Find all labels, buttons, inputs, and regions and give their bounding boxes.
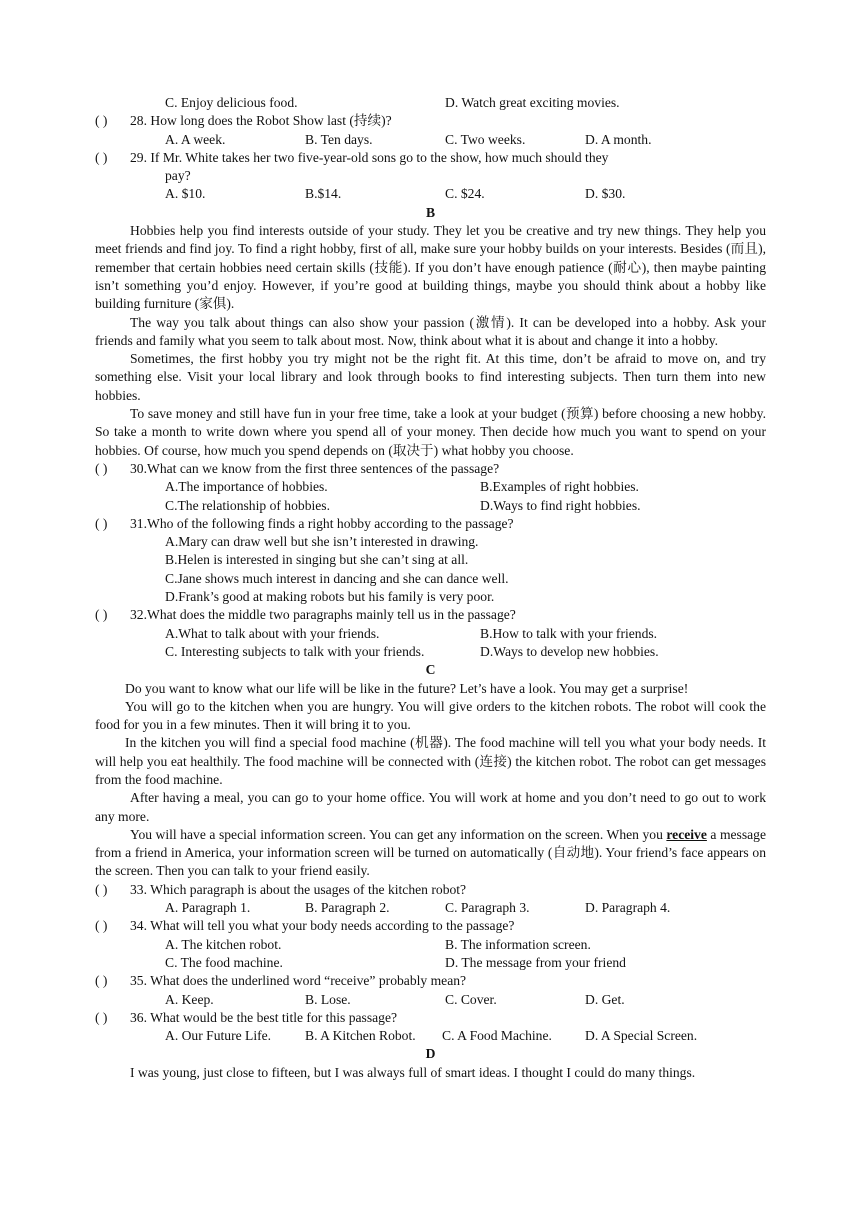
q35-options	[95, 991, 766, 1009]
option-d: D.Ways to develop new hobbies.	[480, 643, 659, 659]
q34-options-row2	[95, 954, 766, 972]
option-a: A. Keep.	[165, 991, 214, 1007]
section-b-heading: B	[425, 204, 436, 220]
option-c: C.Jane shows much interest in dancing and she can dance well.	[165, 570, 509, 586]
option-b: B. The information screen.	[445, 936, 591, 952]
exam-page	[95, 94, 766, 1082]
paragraph-text: a message from a friend in America, your information screen will be turned on automatically (自动地). Your friend’s face appears on the screen. Then you can talk to your friend easily.	[95, 826, 767, 879]
option-a: A.Mary can draw well but she isn’t interested in drawing.	[165, 534, 479, 550]
question-28	[95, 112, 766, 130]
passage-c-paragraph-4: After having a meal, you can go to your home office. You will work at home and you don’t need to go out to work any more.	[95, 790, 766, 824]
option-d: D.Frank’s good at making robots but his family is very poor.	[165, 589, 495, 605]
option-c: C. Enjoy delicious food.	[165, 95, 298, 110]
question-text: 30.What can we know from the first three sentences of the passage?	[130, 460, 500, 476]
option-d: D. Paragraph 4.	[585, 900, 671, 916]
option-d: D. A Special Screen.	[585, 1028, 698, 1044]
option-b: B.$14.	[305, 186, 342, 202]
option-a: A. Our Future Life.	[165, 1028, 272, 1044]
option-a: A. Paragraph 1.	[165, 900, 251, 916]
option-d: D.Ways to find right hobbies.	[480, 497, 641, 513]
option-b: B.Examples of right hobbies.	[480, 479, 639, 495]
question-text: 35. What does the underlined word “receive” probably mean?	[130, 973, 467, 989]
question-32	[95, 606, 766, 624]
question-text-cont: pay?	[165, 168, 191, 184]
answer-blank: ( )	[95, 460, 108, 476]
option-c: C. $24.	[445, 186, 485, 202]
question-36	[95, 1009, 766, 1027]
q32-options-row2	[95, 643, 766, 661]
question-33	[95, 881, 766, 899]
answer-blank: ( )	[95, 973, 108, 989]
passage-b-paragraph-2: The way you talk about things can also show your passion (激情). It can be developed into a hobby. Ask your friends and family what you seem to talk about most. Now, think about what it is about and change it into a hobby.	[95, 314, 766, 348]
question-text: 29. If Mr. White takes her two five-year-old sons go to the show, how much should they	[130, 149, 609, 165]
option-c: C. Two weeks.	[445, 131, 526, 147]
passage-b-paragraph-4: To save money and still have fun in your free time, take a look at your budget (预算) before choosing a new hobby. So take a month to write down where you spend all of your money. Then decide how much you want to spend on your hobbies. Of course, how much you spend depends on (取决于) what hobby you choose.	[95, 406, 766, 458]
q30-options-row2	[95, 497, 766, 515]
answer-blank: ( )	[95, 881, 108, 897]
question-text: 31.Who of the following finds a right hobby according to the passage?	[130, 515, 514, 531]
q32-options-row1	[95, 625, 766, 643]
option-b: B.How to talk with your friends.	[480, 625, 658, 641]
section-c-heading: C	[425, 662, 436, 678]
option-d: D. Watch great exciting movies.	[445, 95, 620, 110]
q33-options	[95, 899, 766, 917]
option-c: C. Interesting subjects to talk with your friends.	[165, 643, 425, 659]
question-31	[95, 515, 766, 533]
option-b: B. Lose.	[305, 991, 351, 1007]
option-d: D. The message from your friend	[445, 954, 626, 970]
question-text: 32.What does the middle two paragraphs mainly tell us in the passage?	[130, 607, 516, 623]
passage-b-paragraph-1: Hobbies help you find interests outside of your study. They let you be creative and try new things. They help you meet friends and find joy. To find a right hobby, first of all, make sure your hobby builds on your interests. Besides (而且), remember that certain hobbies need certain skills (技能). If you don’t have enough patience (耐心), then maybe painting isn’t something you’d enjoy. However, if you’re good at building things, maybe you should think about a hobby like building furniture (家俱).	[95, 223, 766, 312]
answer-blank: ( )	[95, 1009, 108, 1025]
option-b: B. Ten days.	[305, 131, 373, 147]
underlined-word: receive	[666, 826, 707, 842]
answer-blank: ( )	[95, 515, 108, 531]
question-text: 33. Which paragraph is about the usages of the kitchen robot?	[130, 881, 467, 897]
question-text: 28. How long does the Robot Show last (持续)?	[130, 113, 392, 129]
option-c: C. A Food Machine.	[442, 1028, 552, 1044]
answer-blank: ( )	[95, 113, 108, 129]
question-35	[95, 972, 766, 990]
q29-options	[95, 185, 766, 203]
option-d: D. $30.	[585, 186, 626, 202]
question-34	[95, 917, 766, 935]
section-d-heading: D	[425, 1046, 436, 1062]
answer-blank: ( )	[95, 918, 108, 934]
question-30	[95, 460, 766, 478]
question-text: 34. What will tell you what your body needs according to the passage?	[130, 918, 515, 934]
question-29	[95, 149, 766, 167]
passage-c-paragraph-1: Do you want to know what our life will be like in the future? Let’s have a look. You may get a surprise!	[125, 680, 689, 696]
passage-c-paragraph-3: In the kitchen you will find a special food machine (机器). The food machine will tell you what your body needs. It will help you eat healthily. The food machine will be connected with (连接) the kitchen robot. The robot can get messages from the food machine.	[95, 735, 766, 787]
option-c: C.The relationship of hobbies.	[165, 497, 330, 513]
option-d: D. Get.	[585, 991, 625, 1007]
passage-c-paragraph-5	[95, 826, 766, 881]
option-a: A.The importance of hobbies.	[165, 479, 328, 495]
q34-options-row1	[95, 936, 766, 954]
option-a: A.What to talk about with your friends.	[165, 625, 380, 641]
option-b: B. A Kitchen Robot.	[305, 1028, 416, 1044]
question-text: 36. What would be the best title for this passage?	[130, 1009, 398, 1025]
passage-b-paragraph-3: Sometimes, the first hobby you try might not be the right fit. At this time, don’t be afraid to move on, and try something else. Visit your local library and look through books to find interesting subjects. Then turn them into new hobbies.	[95, 351, 766, 403]
option-c: C. Cover.	[445, 991, 497, 1007]
answer-blank: ( )	[95, 607, 108, 623]
option-d: D. A month.	[585, 131, 652, 147]
answer-blank: ( )	[95, 149, 108, 165]
option-b: B. Paragraph 2.	[305, 900, 390, 916]
q30-options-row1	[95, 478, 766, 496]
option-b: B.Helen is interested in singing but she can’t sing at all.	[165, 552, 469, 568]
passage-d-paragraph-1: I was young, just close to fifteen, but I was always full of smart ideas. I thought I could do many things.	[130, 1064, 696, 1080]
q27-options	[95, 94, 766, 112]
q28-options	[95, 131, 766, 149]
option-c: C. The food machine.	[165, 954, 283, 970]
paragraph-text: You will have a special information screen. You can get any information on the screen. When you	[130, 826, 667, 842]
option-a: A. $10.	[165, 186, 206, 202]
passage-c-paragraph-2: You will go to the kitchen when you are hungry. You will give orders to the kitchen robots. The robot will cook the food for you in a few minutes. Then it will bring it to you.	[95, 698, 766, 733]
option-c: C. Paragraph 3.	[445, 900, 530, 916]
option-a: A. The kitchen robot.	[165, 936, 282, 952]
option-a: A. A week.	[165, 131, 226, 147]
q36-options	[95, 1027, 766, 1045]
